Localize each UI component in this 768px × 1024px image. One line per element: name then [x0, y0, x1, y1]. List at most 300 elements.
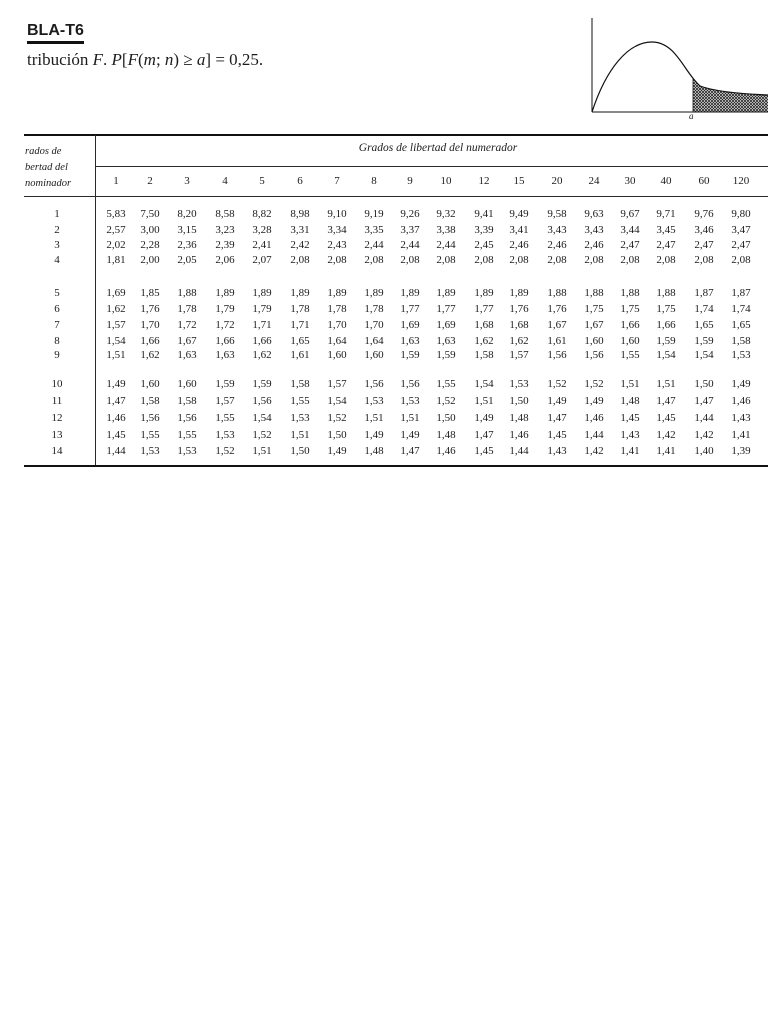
table-row [0, 253, 768, 267]
row-label: 7 [54, 319, 60, 331]
table-cell: 1,49 [327, 445, 347, 457]
table-cell: 1,53 [215, 429, 235, 441]
table-cell: 9,80 [731, 208, 751, 220]
table-cell: 1,60 [364, 349, 384, 361]
table-cell: 1,79 [252, 303, 272, 315]
table-cell: 1,56 [364, 378, 384, 390]
table-cell: 3,38 [436, 224, 456, 236]
table-cell: 1,55 [620, 349, 640, 361]
table-cell: 1,66 [620, 319, 640, 331]
table-cell: 9,58 [547, 208, 567, 220]
column-header: 120 [732, 175, 750, 187]
table-cell: 1,45 [547, 429, 567, 441]
table-cell: 9,71 [656, 208, 676, 220]
table-cell: 1,66 [656, 319, 676, 331]
table-cell: 2,06 [215, 254, 235, 266]
row-label: 3 [54, 239, 60, 251]
table-cell: 3,46 [694, 224, 714, 236]
table-cell: 3,44 [620, 224, 640, 236]
table-cell: 1,60 [620, 335, 640, 347]
table-cell: 1,49 [547, 395, 567, 407]
table-cell: 1,62 [509, 335, 529, 347]
denominator-heading-line: rados de [25, 146, 62, 157]
f-distribution-table [0, 0, 768, 470]
table-cell: 1,47 [474, 429, 494, 441]
table-cell: 1,52 [215, 445, 235, 457]
table-row [0, 348, 768, 362]
table-cell: 3,43 [584, 224, 604, 236]
table-cell: 9,67 [620, 208, 640, 220]
table-cell: 9,10 [327, 208, 347, 220]
table-cell: 2,07 [252, 254, 272, 266]
row-label: 8 [54, 335, 60, 347]
column-header: 40 [660, 175, 672, 187]
table-cell: 1,89 [364, 287, 384, 299]
table-cell: 1,66 [215, 335, 235, 347]
column-header: 7 [334, 175, 340, 187]
table-cell: 1,88 [656, 287, 676, 299]
table-cell: 2,08 [731, 254, 751, 266]
table-cell: 1,68 [509, 319, 529, 331]
table-cell: 1,51 [656, 378, 676, 390]
table-cell: 7,50 [140, 208, 160, 220]
table-cell: 9,63 [584, 208, 604, 220]
table-cell: 1,43 [547, 445, 567, 457]
table-cell: 1,61 [290, 349, 310, 361]
math-symbol: F [92, 50, 104, 69]
table-cell: 2,47 [694, 239, 714, 251]
title-text: tribución [27, 50, 93, 69]
table-cell: 1,66 [140, 335, 160, 347]
table-cell: 1,77 [436, 303, 456, 315]
table-cell: 1,52 [547, 378, 567, 390]
table-cell: 9,26 [400, 208, 420, 220]
table-cell: 1,57 [106, 319, 126, 331]
table-cell: 2,44 [436, 239, 456, 251]
table-cell: 1,89 [509, 287, 529, 299]
table-cell: 1,67 [584, 319, 604, 331]
table-cell: 1,58 [290, 378, 310, 390]
table-cell: 1,59 [215, 378, 235, 390]
table-bottom-rule [24, 465, 768, 467]
table-cell: 2,08 [436, 254, 456, 266]
table-cell: 1,62 [106, 303, 126, 315]
table-cell: 2,44 [400, 239, 420, 251]
critical-value-label: a [689, 111, 694, 121]
table-cell: 1,53 [177, 445, 197, 457]
denominator-heading-line: nominador [25, 178, 72, 189]
row-label: 2 [54, 224, 60, 236]
table-cell: 1,47 [400, 445, 420, 457]
table-cell: 1,59 [436, 349, 456, 361]
table-cell: 1,55 [290, 395, 310, 407]
table-cell: 9,49 [509, 208, 529, 220]
title-text: [ [121, 50, 128, 69]
table-cell: 1,89 [215, 287, 235, 299]
table-cell: 2,08 [474, 254, 494, 266]
title-text: . [103, 50, 112, 69]
table-cell: 1,89 [290, 287, 310, 299]
table-cell: 1,46 [106, 412, 126, 424]
table-cell: 1,77 [474, 303, 494, 315]
table-cell: 1,50 [509, 395, 529, 407]
table-cell: 2,36 [177, 239, 197, 251]
table-cell: 9,41 [474, 208, 494, 220]
column-header: 3 [184, 175, 190, 187]
table-cell: 3,39 [474, 224, 494, 236]
table-cell: 1,50 [327, 429, 347, 441]
table-cell: 1,60 [140, 378, 160, 390]
column-header: 30 [624, 175, 636, 187]
table-cell: 1,45 [106, 429, 126, 441]
table-cell: 2,02 [106, 239, 126, 251]
row-label: 11 [51, 395, 63, 407]
table-cell: 1,65 [694, 319, 714, 331]
table-cell: 1,41 [731, 429, 751, 441]
table-cell: 1,49 [474, 412, 494, 424]
table-cell: 1,44 [509, 445, 529, 457]
table-row [0, 207, 768, 221]
table-cell: 2,46 [509, 239, 529, 251]
column-header: 8 [371, 175, 377, 187]
table-cell: 2,08 [656, 254, 676, 266]
table-cell: 1,51 [290, 429, 310, 441]
table-cell: 2,47 [656, 239, 676, 251]
table-cell: 1,78 [364, 303, 384, 315]
column-header: 60 [698, 175, 710, 187]
table-cell: 1,58 [474, 349, 494, 361]
table-cell: 1,61 [547, 335, 567, 347]
table-cell: 1,65 [731, 319, 751, 331]
table-cell: 1,54 [252, 412, 272, 424]
table-row [0, 302, 768, 316]
table-cell: 1,74 [731, 303, 751, 315]
table-cell: 1,88 [177, 287, 197, 299]
table-cell: 1,43 [731, 412, 751, 424]
table-cell: 1,89 [400, 287, 420, 299]
table-cell: 1,46 [509, 429, 529, 441]
table-cell: 2,46 [584, 239, 604, 251]
table-cell: 9,32 [436, 208, 456, 220]
table-cell: 1,79 [215, 303, 235, 315]
row-label: 10 [51, 378, 63, 390]
column-header-rule [24, 196, 768, 197]
table-row [0, 318, 768, 332]
table-cell: 3,37 [400, 224, 420, 236]
table-cell: 2,08 [509, 254, 529, 266]
table-cell: 1,49 [584, 395, 604, 407]
table-cell: 1,58 [140, 395, 160, 407]
table-cell: 2,45 [474, 239, 494, 251]
table-cell: 8,58 [215, 208, 235, 220]
table-cell: 2,00 [140, 254, 160, 266]
table-cell: 1,50 [694, 378, 714, 390]
table-cell: 1,65 [290, 335, 310, 347]
table-cell: 1,48 [620, 395, 640, 407]
table-cell: 1,70 [364, 319, 384, 331]
denominator-heading-line: bertad del [25, 162, 68, 173]
table-cell: 1,77 [400, 303, 420, 315]
table-cell: 3,47 [731, 224, 751, 236]
table-cell: 1,53 [364, 395, 384, 407]
table-cell: 1,59 [252, 378, 272, 390]
column-header: 6 [297, 175, 303, 187]
table-cell: 1,75 [656, 303, 676, 315]
table-cell: 1,58 [731, 335, 751, 347]
table-cell: 2,08 [584, 254, 604, 266]
table-cell: 1,63 [400, 335, 420, 347]
table-cell: 1,60 [177, 378, 197, 390]
table-cell: 1,87 [731, 287, 751, 299]
table-cell: 8,98 [290, 208, 310, 220]
table-cell: 3,43 [547, 224, 567, 236]
table-cell: 2,08 [290, 254, 310, 266]
row-label: 12 [51, 412, 63, 424]
table-cell: 2,08 [547, 254, 567, 266]
math-symbol: F [127, 50, 138, 69]
table-cell: 1,85 [140, 287, 160, 299]
table-cell: 9,19 [364, 208, 384, 220]
row-label: 9 [54, 349, 60, 361]
table-cell: 1,76 [140, 303, 160, 315]
table-cell: 1,45 [474, 445, 494, 457]
table-cell: 1,69 [106, 287, 126, 299]
table-cell: 1,63 [215, 349, 235, 361]
table-cell: 2,57 [106, 224, 126, 236]
table-cell: 1,72 [177, 319, 197, 331]
table-cell: 1,52 [436, 395, 456, 407]
table-cell: 1,57 [215, 395, 235, 407]
math-symbol: n [164, 50, 174, 69]
numerator-heading: Grados de libertad del numerador [358, 142, 518, 154]
table-cell: 1,56 [547, 349, 567, 361]
table-cell: 1,49 [364, 429, 384, 441]
row-label: 1 [54, 208, 60, 220]
table-cell: 1,74 [694, 303, 714, 315]
table-cell: 1,45 [620, 412, 640, 424]
table-cell: 1,44 [584, 429, 604, 441]
table-cell: 1,53 [509, 378, 529, 390]
table-cell: 1,51 [400, 412, 420, 424]
table-cell: 1,49 [106, 378, 126, 390]
column-header: 12 [478, 175, 490, 187]
column-header: 2 [147, 175, 153, 187]
table-cell: 1,47 [106, 395, 126, 407]
table-cell: 1,88 [547, 287, 567, 299]
table-cell: 2,08 [400, 254, 420, 266]
math-symbol: m [143, 50, 156, 69]
table-cell: 2,05 [177, 254, 197, 266]
table-cell: 2,39 [215, 239, 235, 251]
table-cell: 1,56 [140, 412, 160, 424]
table-cell: 1,51 [364, 412, 384, 424]
table-cell: 1,54 [106, 335, 126, 347]
title-text: ] = 0,25. [205, 50, 264, 69]
table-cell: 1,60 [327, 349, 347, 361]
table-cell: 1,54 [327, 395, 347, 407]
table-cell: 1,50 [436, 412, 456, 424]
table-cell: 2,44 [364, 239, 384, 251]
table-cell: 1,72 [215, 319, 235, 331]
math-symbol: P [111, 50, 122, 69]
table-cell: 1,68 [474, 319, 494, 331]
row-label: 13 [51, 429, 63, 441]
table-cell: 3,31 [290, 224, 310, 236]
table-cell: 1,43 [620, 429, 640, 441]
table-row [0, 334, 768, 348]
table-cell: 1,51 [106, 349, 126, 361]
column-header: 24 [588, 175, 600, 187]
column-header: 4 [222, 175, 228, 187]
table-cell: 1,69 [400, 319, 420, 331]
table-cell: 9,76 [694, 208, 714, 220]
table-row [0, 377, 768, 391]
table-cell: 3,15 [177, 224, 197, 236]
column-header: 5 [259, 175, 265, 187]
table-cell: 1,54 [474, 378, 494, 390]
table-cell: 5,83 [106, 208, 126, 220]
table-cell: 1,59 [694, 335, 714, 347]
table-cell: 2,08 [694, 254, 714, 266]
table-cell: 1,42 [656, 429, 676, 441]
table-cell: 1,48 [364, 445, 384, 457]
table-cell: 1,47 [547, 412, 567, 424]
table-cell: 2,08 [620, 254, 640, 266]
table-cell: 1,53 [140, 445, 160, 457]
table-cell: 1,50 [290, 445, 310, 457]
table-cell: 3,41 [509, 224, 529, 236]
table-cell: 1,51 [252, 445, 272, 457]
table-cell: 1,69 [436, 319, 456, 331]
table-cell: 1,57 [327, 378, 347, 390]
table-row [0, 411, 768, 425]
math-symbol: a [196, 50, 206, 69]
table-cell: 1,75 [620, 303, 640, 315]
table-cell: 1,53 [400, 395, 420, 407]
table-cell: 1,88 [584, 287, 604, 299]
column-header: 15 [513, 175, 525, 187]
column-header: 9 [407, 175, 413, 187]
table-cell: 1,54 [656, 349, 676, 361]
column-header: 10 [440, 175, 452, 187]
table-cell: 1,78 [327, 303, 347, 315]
table-row [0, 223, 768, 237]
table-cell: 2,08 [364, 254, 384, 266]
table-row [0, 238, 768, 252]
table-cell: 8,82 [252, 208, 272, 220]
table-cell: 1,42 [694, 429, 714, 441]
table-cell: 2,47 [731, 239, 751, 251]
table-row [0, 444, 768, 458]
table-cell: 2,28 [140, 239, 160, 251]
table-cell: 1,56 [584, 349, 604, 361]
table-cell: 1,70 [327, 319, 347, 331]
row-label: 14 [51, 445, 63, 457]
table-cell: 1,51 [474, 395, 494, 407]
table-cell: 1,63 [436, 335, 456, 347]
table-cell: 3,28 [252, 224, 272, 236]
table-cell: 1,44 [694, 412, 714, 424]
title-text: ( [137, 50, 144, 69]
table-cell: 1,62 [252, 349, 272, 361]
table-cell: 1,45 [656, 412, 676, 424]
table-cell: 1,46 [731, 395, 751, 407]
table-cell: 1,81 [106, 254, 126, 266]
table-row [0, 286, 768, 300]
table-cell: 1,49 [731, 378, 751, 390]
row-label: 5 [54, 287, 60, 299]
table-cell: 3,00 [140, 224, 160, 236]
column-header-row [0, 174, 768, 188]
table-cell: 2,41 [252, 239, 272, 251]
table-cell: 1,75 [584, 303, 604, 315]
table-cell: 2,43 [327, 239, 347, 251]
table-cell: 2,47 [620, 239, 640, 251]
table-cell: 1,62 [474, 335, 494, 347]
table-cell: 1,48 [436, 429, 456, 441]
table-cell: 1,78 [290, 303, 310, 315]
table-cell: 1,55 [140, 429, 160, 441]
table-cell: 1,46 [584, 412, 604, 424]
row-label: 6 [54, 303, 60, 315]
table-cell: 2,46 [547, 239, 567, 251]
table-cell: 1,52 [584, 378, 604, 390]
table-cell: 1,59 [656, 335, 676, 347]
column-header: 1 [113, 175, 119, 187]
table-cell: 1,64 [327, 335, 347, 347]
column-header: 20 [551, 175, 563, 187]
table-cell: 1,55 [215, 412, 235, 424]
table-cell: 1,55 [177, 429, 197, 441]
table-cell: 3,34 [327, 224, 347, 236]
table-cell: 1,71 [252, 319, 272, 331]
table-cell: 8,20 [177, 208, 197, 220]
table-cell: 1,51 [620, 378, 640, 390]
table-cell: 1,88 [620, 287, 640, 299]
title-text: ) ≥ [173, 50, 197, 69]
table-cell: 1,78 [177, 303, 197, 315]
table-cell: 1,63 [177, 349, 197, 361]
row-label: 4 [54, 254, 60, 266]
table-cell: 1,67 [177, 335, 197, 347]
table-cell: 1,39 [731, 445, 751, 457]
table-cell: 1,76 [547, 303, 567, 315]
table-cell: 2,42 [290, 239, 310, 251]
table-cell: 1,40 [694, 445, 714, 457]
table-cell: 1,53 [731, 349, 751, 361]
table-cell: 1,59 [400, 349, 420, 361]
table-row [0, 394, 768, 408]
table-cell: 1,57 [509, 349, 529, 361]
table-cell: 1,58 [177, 395, 197, 407]
table-cell: 1,44 [106, 445, 126, 457]
table-cell: 1,52 [327, 412, 347, 424]
table-cell: 1,67 [547, 319, 567, 331]
table-cell: 1,41 [620, 445, 640, 457]
table-cell: 1,89 [436, 287, 456, 299]
table-cell: 1,64 [364, 335, 384, 347]
table-cell: 1,56 [177, 412, 197, 424]
table-cell: 1,53 [290, 412, 310, 424]
table-top-rule [24, 134, 768, 136]
table-cell: 1,47 [656, 395, 676, 407]
table-cell: 2,08 [327, 254, 347, 266]
table-row [0, 428, 768, 442]
table-cell: 1,89 [474, 287, 494, 299]
table-cell: 3,35 [364, 224, 384, 236]
table-cell: 1,66 [252, 335, 272, 347]
table-cell: 3,23 [215, 224, 235, 236]
